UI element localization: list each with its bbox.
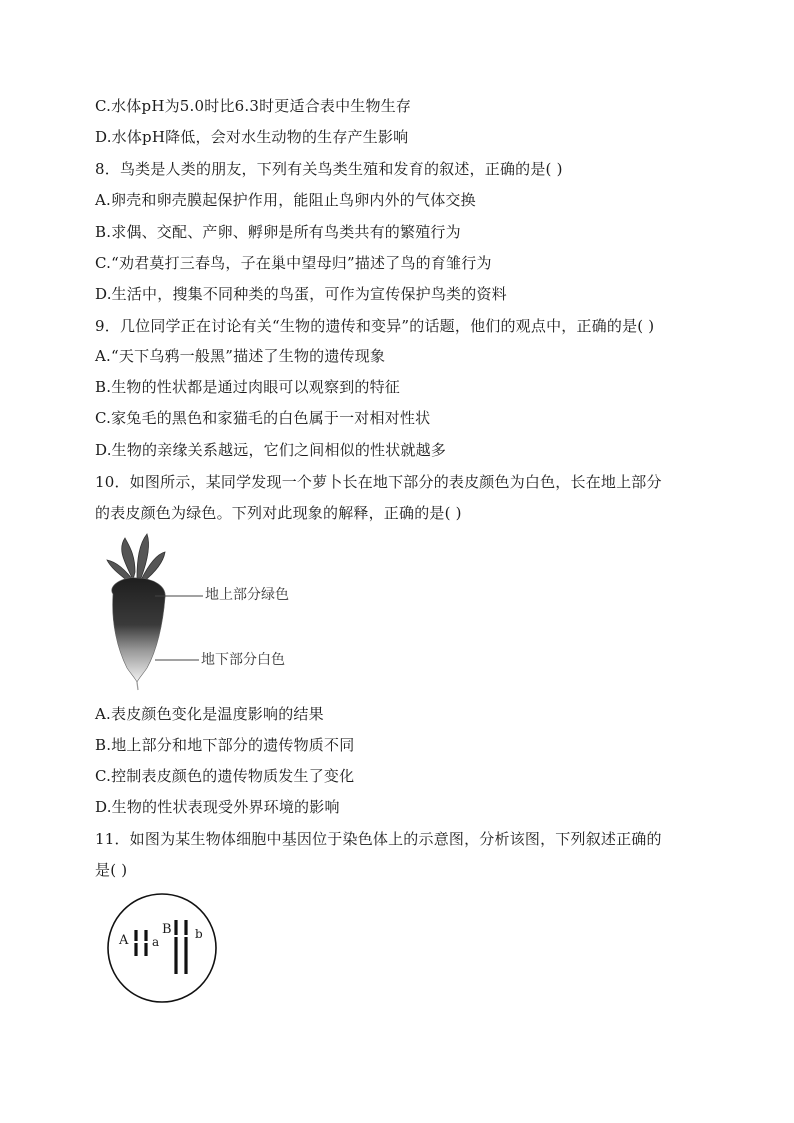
q7-option-d: D.水体pH降低，会对水生动物的生存产生影响 <box>95 128 409 146</box>
q9-option-c: C.家兔毛的黑色和家猫毛的白色属于一对相对性状 <box>95 409 431 427</box>
gene-label-A: A <box>119 933 129 948</box>
q9-option-a: A.“天下乌鸦一般黑”描述了生物的遗传现象 <box>95 347 386 365</box>
q10-stem-line1: 10．如图所示，某同学发现一个萝卜长在地下部分的表皮颜色为白色，长在地上部分 <box>95 473 662 491</box>
q9-option-b: B.生物的性状都是通过肉眼可以观察到的特征 <box>95 378 400 396</box>
q8-option-b: B.求偶、交配、产卵、孵卵是所有鸟类共有的繁殖行为 <box>95 223 461 241</box>
radish-figure <box>95 532 325 692</box>
radish-body <box>112 578 165 682</box>
cell-chromosome-figure <box>104 890 220 1006</box>
gene-label-b: b <box>195 927 203 941</box>
cell-outline <box>108 894 216 1002</box>
q10-option-a: A.表皮颜色变化是温度影响的结果 <box>95 705 324 723</box>
q8-option-d: D.生活中，搜集不同种类的鸟蛋，可作为宣传保护鸟类的资料 <box>95 285 507 303</box>
q8-option-c: C.“劝君莫打三春鸟，子在巢中望母归”描述了鸟的育雏行为 <box>95 254 492 272</box>
q10-option-c: C.控制表皮颜色的遗传物质发生了变化 <box>95 767 355 785</box>
q10-option-b: B.地上部分和地下部分的遗传物质不同 <box>95 736 355 754</box>
q8-stem: 8．鸟类是人类的朋友，下列有关鸟类生殖和发育的叙述，正确的是( ) <box>95 160 563 178</box>
q8-option-a: A.卵壳和卵壳膜起保护作用，能阻止鸟卵内外的气体交换 <box>95 191 476 209</box>
cell-diagram <box>104 890 220 1006</box>
gene-label-B: B <box>162 922 172 937</box>
q11-stem-line2: 是( ) <box>95 861 128 879</box>
q9-stem: 9．几位同学正在讨论有关“生物的遗传和变异”的话题，他们的观点中，正确的是( ) <box>95 317 655 335</box>
radish-leaves <box>107 534 165 582</box>
label-above-ground: 地上部分绿色 <box>205 587 289 603</box>
q11-stem-line1: 11．如图为某生物体细胞中基因位于染色体上的示意图，分析该图，下列叙述正确的 <box>95 830 662 848</box>
q7-option-c: C.水体pH为5.0时比6.3时更适合表中生物生存 <box>95 97 412 115</box>
q10-stem-line2: 的表皮颜色为绿色。下列对此现象的解释，正确的是( ) <box>95 504 462 522</box>
q9-option-d: D.生物的亲缘关系越远，它们之间相似的性状就越多 <box>95 441 447 459</box>
label-below-ground: 地下部分白色 <box>201 652 285 668</box>
gene-label-a: a <box>152 935 160 949</box>
q10-option-d: D.生物的性状表现受外界环境的影响 <box>95 798 340 816</box>
